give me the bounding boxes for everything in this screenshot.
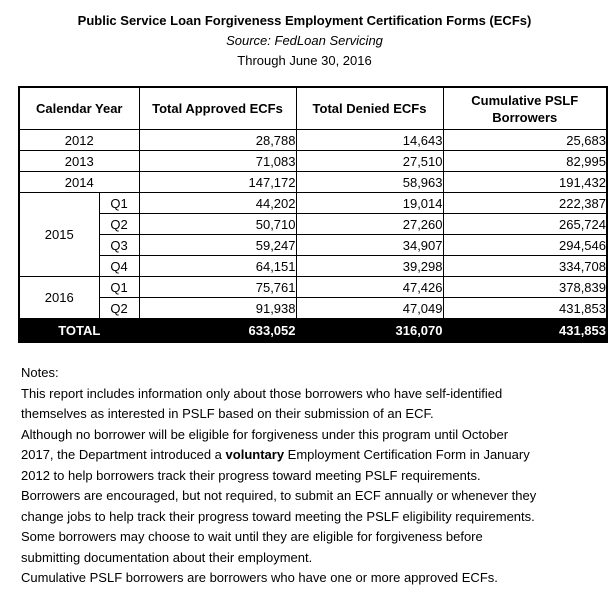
report-header xyxy=(0,0,609,71)
table-row-2012 xyxy=(19,130,607,151)
notes-line: themselves as interested in PSLF based on their submission of an ECF. xyxy=(21,406,434,421)
notes-line-segment: 2017, the Department introduced a xyxy=(21,447,226,462)
denied-cell: 27,260 xyxy=(296,214,443,235)
notes-section xyxy=(21,363,599,589)
table-row-2015-q3 xyxy=(19,235,607,256)
approved-cell: 44,202 xyxy=(139,193,296,214)
report-title: Public Service Loan Forgiveness Employment Certification Forms (ECFs) xyxy=(77,13,532,28)
denied-cell: 39,298 xyxy=(296,256,443,277)
denied-cell: 58,963 xyxy=(296,172,443,193)
table-row-2015-q2 xyxy=(19,214,607,235)
table-row-2015-q4 xyxy=(19,256,607,277)
total-denied-cell: 316,070 xyxy=(296,319,443,343)
denied-cell: 14,643 xyxy=(296,130,443,151)
approved-cell: 64,151 xyxy=(139,256,296,277)
year-group-cell: 2016 xyxy=(19,277,99,319)
quarter-cell: Q3 xyxy=(99,235,139,256)
ecf-table xyxy=(18,86,608,343)
notes-line: Cumulative PSLF borrowers are borrowers who have one or more approved ECFs. xyxy=(21,570,498,585)
quarter-cell: Q2 xyxy=(99,298,139,319)
approved-cell: 50,710 xyxy=(139,214,296,235)
year-group-cell: 2015 xyxy=(19,193,99,277)
denied-cell: 47,426 xyxy=(296,277,443,298)
cumulative-cell: 82,995 xyxy=(443,151,607,172)
year-cell: 2014 xyxy=(19,172,139,193)
approved-cell: 28,788 xyxy=(139,130,296,151)
notes-line: This report includes information only about those borrowers who have self-identified xyxy=(21,385,503,401)
notes-line: Although no borrower will be eligible for forgiveness under this program until October xyxy=(21,426,509,442)
quarter-cell: Q1 xyxy=(99,193,139,214)
quarter-cell: Q4 xyxy=(99,256,139,277)
approved-cell: 147,172 xyxy=(139,172,296,193)
table-row-2014 xyxy=(19,172,607,193)
cumulative-cell: 222,387 xyxy=(443,193,607,214)
notes-line: submitting documentation about their employment. xyxy=(21,549,313,565)
denied-cell: 19,014 xyxy=(296,193,443,214)
header-total-denied-ecfs: Total Denied ECFs xyxy=(296,87,443,130)
cumulative-cell: 191,432 xyxy=(443,172,607,193)
cumulative-cell: 265,724 xyxy=(443,214,607,235)
report-period: Through June 30, 2016 xyxy=(237,53,372,68)
quarter-cell: Q1 xyxy=(99,277,139,298)
header-calendar-year: Calendar Year xyxy=(19,87,139,130)
table-row-2015-q1 xyxy=(19,193,607,214)
notes-bold-word: voluntary xyxy=(225,447,285,462)
notes-line: change jobs to help track their progress toward meeting the PSLF eligibility requirements. xyxy=(21,508,535,524)
header-total-approved-ecfs: Total Approved ECFs xyxy=(139,87,296,130)
notes-line: Borrowers are encouraged, but not required, to submit an ECF annually or whenever they xyxy=(21,488,537,503)
header-row xyxy=(19,87,607,130)
total-cumulative-cell: 431,853 xyxy=(443,319,607,343)
notes-line-segment: Employment Certification Form in January xyxy=(284,447,530,462)
year-cell: 2012 xyxy=(19,130,139,151)
table-row-2016-q1 xyxy=(19,277,607,298)
approved-cell: 71,083 xyxy=(139,151,296,172)
cumulative-cell: 294,546 xyxy=(443,235,607,256)
quarter-cell: Q2 xyxy=(99,214,139,235)
year-cell: 2013 xyxy=(19,151,139,172)
approved-cell: 75,761 xyxy=(139,277,296,298)
table-row-2013 xyxy=(19,151,607,172)
total-label-cell: TOTAL xyxy=(19,319,139,343)
ecf-table-body xyxy=(19,130,607,343)
table-row-2016-q2 xyxy=(19,298,607,319)
cumulative-cell: 378,839 xyxy=(443,277,607,298)
cumulative-cell: 25,683 xyxy=(443,130,607,151)
cumulative-cell: 334,708 xyxy=(443,256,607,277)
cumulative-cell: 431,853 xyxy=(443,298,607,319)
ecf-table-header xyxy=(19,87,607,130)
total-approved-cell: 633,052 xyxy=(139,319,296,343)
notes-heading: Notes: xyxy=(21,365,59,380)
denied-cell: 27,510 xyxy=(296,151,443,172)
denied-cell: 47,049 xyxy=(296,298,443,319)
notes-line: 2012 to help borrowers track their progress toward meeting PSLF requirements. xyxy=(21,467,481,483)
notes-line xyxy=(21,445,599,466)
approved-cell: 59,247 xyxy=(139,235,296,256)
notes-line: Some borrowers may choose to wait until they are eligible for forgiveness before xyxy=(21,529,483,544)
denied-cell: 34,907 xyxy=(296,235,443,256)
table-row-total xyxy=(19,319,607,343)
report-source: Source: FedLoan Servicing xyxy=(226,33,383,48)
header-cumulative-pslf-borrowers: Cumulative PSLF Borrowers xyxy=(443,87,607,130)
approved-cell: 91,938 xyxy=(139,298,296,319)
